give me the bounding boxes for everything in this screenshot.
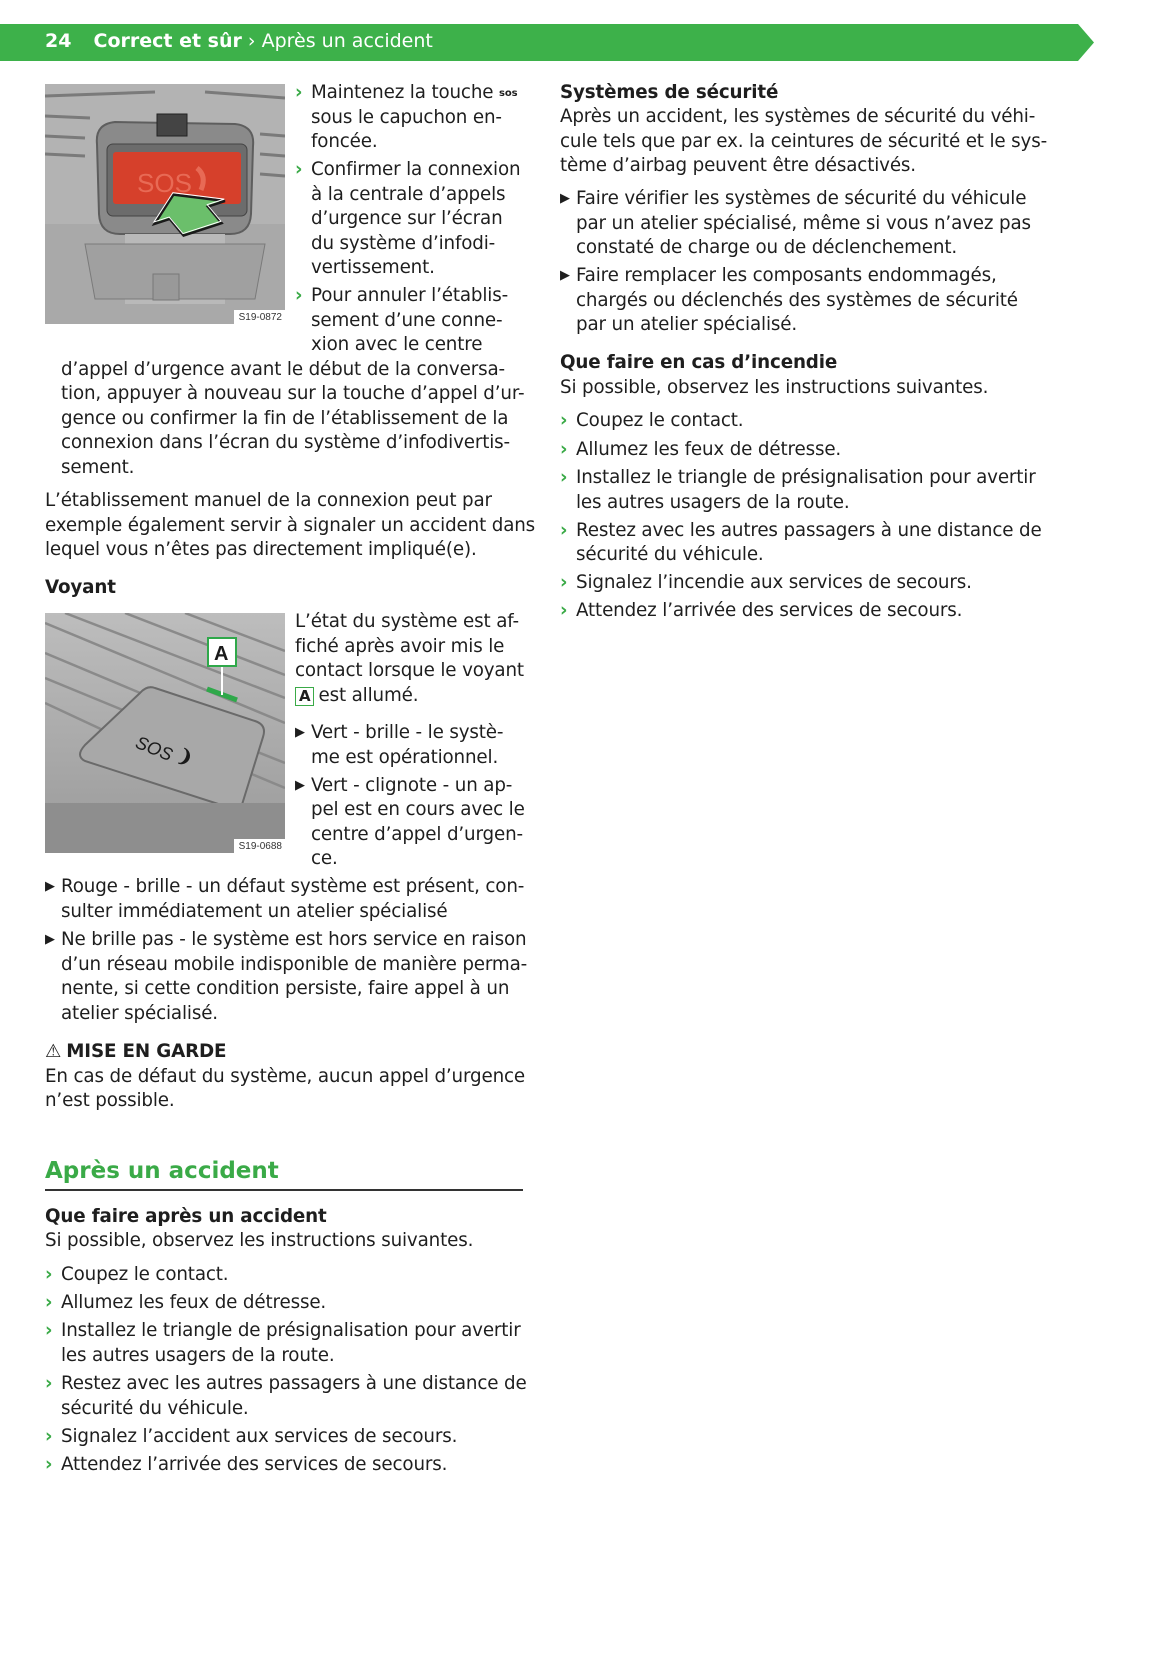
step-line: sement d’une conne- — [311, 310, 503, 331]
fire-step: › Coupez le contact. — [560, 409, 743, 434]
safety-text: tème d’airbag peuvent être désactivés. — [560, 155, 916, 176]
safety-text: cule tels que par ex. la ceintures de sécurité et le sys- — [560, 131, 1048, 152]
step-line: sement. — [61, 457, 135, 478]
svg-text:SOS: SOS — [137, 168, 192, 198]
safety-item-line: par un atelier spécialisé, même si vous n’avez pas — [576, 213, 1031, 234]
svg-text:❩: ❩ — [174, 744, 197, 770]
voyant-heading: Voyant — [45, 577, 116, 598]
accident-step: › Attendez l’arrivée des services de secours. — [45, 1453, 447, 1478]
step-line: vertissement. — [311, 257, 435, 278]
safety-systems-heading: Systèmes de sécurité — [560, 82, 779, 103]
triangle-bullet-icon: ▶ — [560, 191, 570, 206]
step-line: foncée. — [311, 131, 378, 152]
sos-button-figure — [45, 84, 285, 324]
accident-step-line: sécurité du véhicule. — [61, 1398, 249, 1419]
voyant-item: ▶ Rouge - brille - un défaut système est présent, con- — [45, 875, 524, 902]
fire-step: › Restez avec les autres passagers à une distance de — [560, 519, 1042, 544]
chevron-bullet-icon: › — [45, 1320, 53, 1341]
sos-icon: sos — [499, 88, 518, 99]
fire-step-line: les autres usagers de la route. — [576, 492, 850, 513]
chevron-bullet-icon: › — [560, 439, 568, 460]
step-line: du système d’infodi- — [311, 233, 496, 254]
paragraph-line: lequel vous n’êtes pas directement impliqué(e). — [45, 539, 477, 560]
safety-item: ▶ Faire remplacer les composants endommagés, — [560, 264, 997, 291]
fire-step-line: sécurité du véhicule. — [576, 544, 764, 565]
warning-text: n’est possible. — [45, 1090, 175, 1111]
voyant-item-line: centre d’appel d’urgen- — [311, 824, 523, 845]
chevron-bullet-icon: › — [560, 600, 568, 621]
step-line: tion, appuyer à nouveau sur la touche d’appel d’ur- — [61, 383, 525, 404]
chevron-bullet-icon: › — [560, 467, 568, 488]
chevron-bullet-icon: › — [560, 410, 568, 431]
section-title: Après un accident — [261, 30, 433, 52]
chevron-bullet-icon: › — [45, 1292, 53, 1313]
voyant-item-line: nente, si cette condition persiste, faire appel à un — [61, 978, 510, 999]
step-confirm: › Confirmer la connexion — [295, 158, 520, 183]
step-line: à la centrale d’appels — [311, 184, 506, 205]
page-header — [0, 24, 1096, 61]
svg-text:SOS: SOS — [132, 732, 176, 765]
accident-step: › Signalez l’accident aux services de secours. — [45, 1425, 457, 1450]
fire-step: › Installez le triangle de présignalisation pour avertir — [560, 466, 1036, 491]
header-breadcrumb — [45, 30, 433, 52]
chevron-bullet-icon: › — [560, 572, 568, 593]
voyant-item-line: d’un réseau mobile indisponible de manière perma- — [61, 954, 528, 975]
triangle-bullet-icon: ▶ — [295, 778, 305, 793]
fire-step: › Attendez l’arrivée des services de secours. — [560, 599, 962, 624]
warning-title: ⚠ MISE EN GARDE — [45, 1041, 227, 1062]
voyant-item-line: me est opérationnel. — [311, 747, 499, 768]
triangle-bullet-icon: ▶ — [295, 725, 305, 740]
step-cancel: › Pour annuler l’établis- — [295, 284, 508, 309]
sos-button-illustration-icon — [45, 84, 285, 324]
triangle-bullet-icon: ▶ — [560, 268, 570, 283]
warning-triangle-icon: ⚠ — [45, 1041, 62, 1062]
subheading: Que faire après un accident — [45, 1206, 327, 1227]
step-line: gence ou confirmer la fin de l’établissement de la — [61, 408, 509, 429]
voyant-item-line: ce. — [311, 848, 338, 869]
sos-indicator-illustration-icon — [45, 613, 285, 853]
triangle-bullet-icon: ▶ — [45, 879, 55, 894]
safety-item-line: par un atelier spécialisé. — [576, 314, 798, 335]
chevron-bullet-icon: › — [45, 1264, 53, 1285]
fire-heading: Que faire en cas d’incendie — [560, 352, 838, 373]
chevron-bullet-icon: › — [295, 159, 303, 180]
fire-intro: Si possible, observez les instructions suivantes. — [560, 377, 989, 398]
step-hold-sos: › Maintenez la touche sos — [295, 81, 517, 107]
chevron-bullet-icon: › — [45, 1373, 53, 1394]
chevron-bullet-icon: › — [295, 285, 303, 306]
indicator-light-figure — [45, 613, 285, 853]
step-line: connexion dans l’écran du système d’infodivertis- — [61, 432, 510, 453]
fire-step: › Allumez les feux de détresse. — [560, 438, 841, 463]
warning-text: En cas de défaut du système, aucun appel d’urgence — [45, 1066, 526, 1087]
page-number: 24 — [45, 30, 72, 52]
chevron-bullet-icon: › — [295, 82, 303, 103]
accident-step: › Installez le triangle de présignalisation pour avertir — [45, 1319, 521, 1344]
section-heading: Après un accident — [45, 1158, 279, 1184]
accident-step: › Allumez les feux de détresse. — [45, 1291, 326, 1316]
voyant-item: ▶ Vert - brille - le systè- — [295, 721, 503, 748]
intro-text: Si possible, observez les instructions suivantes. — [45, 1230, 474, 1251]
chevron-bullet-icon: › — [45, 1454, 53, 1475]
paragraph-line: exemple également servir à signaler un accident dans — [45, 515, 536, 536]
voyant-intro-line: L’état du système est af- — [295, 611, 519, 632]
safety-text: Après un accident, les systèmes de sécurité du véhi- — [560, 106, 1036, 127]
callout-a-badge: A — [295, 687, 314, 706]
section-divider — [45, 1189, 523, 1191]
step-line: d’appel d’urgence avant le début de la conversa- — [61, 359, 505, 380]
step-line: d’urgence sur l’écran — [311, 208, 503, 229]
accident-step: › Restez avec les autres passagers à une distance de — [45, 1372, 527, 1397]
callout-a: A — [214, 643, 229, 665]
accident-step-line: les autres usagers de la route. — [61, 1345, 335, 1366]
voyant-item-line: atelier spécialisé. — [61, 1003, 218, 1024]
safety-item-line: chargés ou déclenchés des systèmes de sécurité — [576, 290, 1018, 311]
chevron-bullet-icon: › — [560, 520, 568, 541]
chevron-bullet-icon: › — [45, 1426, 53, 1447]
voyant-item-line: sulter immédiatement un atelier spécialisé — [61, 901, 448, 922]
safety-item-line: constaté de charge ou de déclenchement. — [576, 237, 958, 258]
safety-item: ▶ Faire vérifier les systèmes de sécurité du véhicule — [560, 187, 1026, 214]
figure-label: S19-0688 — [234, 839, 285, 853]
breadcrumb-separator: › — [247, 30, 256, 52]
triangle-bullet-icon: ▶ — [45, 932, 55, 947]
voyant-item-line: pel est en cours avec le — [311, 799, 525, 820]
figure-label: S19-0872 — [234, 310, 285, 324]
fire-step: › Signalez l’incendie aux services de secours. — [560, 571, 972, 596]
step-line: sous le capuchon en- — [311, 107, 502, 128]
voyant-item: ▶ Vert - clignote - un ap- — [295, 774, 512, 801]
chapter-title: Correct et sûr — [93, 30, 242, 52]
paragraph-line: L’établissement manuel de la connexion peut par — [45, 490, 492, 511]
voyant-item: ▶ Ne brille pas - le système est hors service en raison — [45, 928, 526, 955]
voyant-intro-line: fiché après avoir mis le — [295, 636, 505, 657]
accident-step: › Coupez le contact. — [45, 1263, 228, 1288]
voyant-intro-line: contact lorsque le voyant — [295, 660, 524, 681]
voyant-intro-line: A est allumé. — [295, 684, 418, 709]
step-line: xion avec le centre — [311, 334, 483, 355]
